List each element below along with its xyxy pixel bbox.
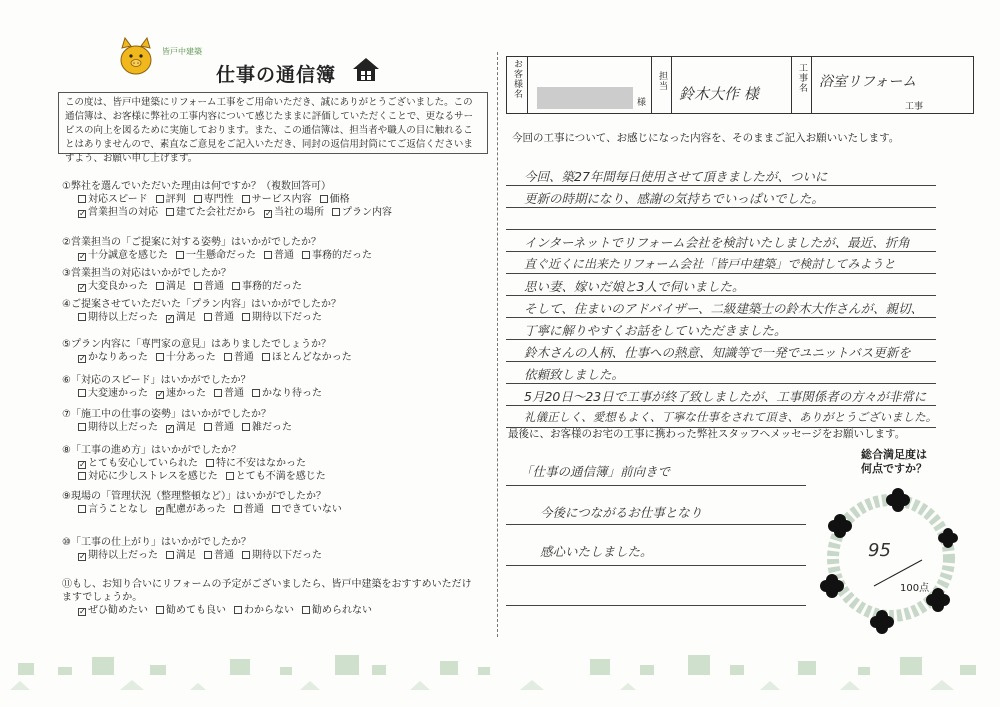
checkbox-icon[interactable] — [272, 505, 280, 513]
option-label: 雑だった — [252, 422, 292, 433]
checkbox-icon[interactable] — [176, 251, 184, 259]
option-label: 勧めても良い — [166, 605, 226, 616]
checkbox-icon[interactable] — [242, 551, 250, 559]
checked-box-icon[interactable]: ✓ — [265, 209, 272, 218]
customer-name-label: お客様名 — [512, 59, 522, 99]
checkbox-option[interactable] — [156, 352, 216, 363]
question-title: ①弊社を選んでいただいた理由は何ですか？（複数回答可） — [62, 181, 331, 192]
checkbox-option[interactable] — [206, 458, 306, 469]
checkbox-option[interactable] — [302, 250, 372, 261]
checked-box-icon[interactable]: ✓ — [157, 390, 164, 399]
option-label: 期待以上だった — [88, 312, 158, 323]
checked-box-icon[interactable]: ✓ — [167, 314, 174, 323]
customer-name-suffix: 様 — [637, 98, 647, 108]
checkbox-icon[interactable] — [78, 389, 86, 397]
option-row — [62, 549, 330, 562]
score-question-line2: 何点ですか？ — [861, 462, 927, 475]
option-label: できていない — [281, 504, 342, 515]
page-title: 仕事の通信簿 — [216, 64, 337, 86]
option-label: 専門性 — [203, 194, 234, 205]
option-label: 勧められない — [312, 605, 372, 616]
option-row — [62, 421, 300, 434]
option-label: ほとんどなかった — [271, 352, 352, 363]
handwritten-message-line: 感心いたしました。 — [540, 544, 653, 559]
checkbox-option[interactable] — [156, 281, 186, 292]
pig-mascot-logo — [112, 32, 160, 78]
checkbox-option[interactable] — [176, 250, 256, 261]
checkbox-icon[interactable] — [156, 195, 164, 203]
option-label: 建てた会社だから — [176, 207, 256, 218]
checkbox-option[interactable] — [262, 352, 352, 363]
checkbox-option[interactable] — [264, 207, 324, 218]
question-title: ④ご提案させていただいた「プラン内容」はいかがでしたか？ — [62, 299, 341, 310]
option-label: とても不満を感じた — [235, 471, 326, 482]
checkbox-icon[interactable] — [194, 282, 202, 290]
ruled-line — [506, 295, 936, 296]
checkbox-option[interactable] — [214, 388, 244, 399]
score-question-line1: 総合満足度は — [861, 448, 927, 461]
score-max: 100点 — [900, 583, 930, 594]
house-icon — [351, 56, 381, 82]
customer-info-table — [506, 56, 974, 114]
question-title: ⑧「工事の進め方」はいかがでしたか？ — [62, 445, 241, 456]
bottom-house-decoration — [0, 645, 1000, 707]
handwritten-impression-line: 思い妻、嫁いだ娘と3人で伺いました。 — [524, 279, 745, 294]
checkbox-icon[interactable] — [320, 195, 328, 203]
option-label: 満足 — [166, 281, 186, 292]
checkbox-option[interactable] — [78, 194, 148, 205]
option-label: かなり待った — [262, 388, 322, 399]
work-label: 工事名 — [797, 63, 807, 93]
checkbox-icon[interactable] — [234, 606, 242, 614]
option-label: 普通 — [243, 504, 264, 515]
question-title: ⑥「対応のスピード」はいかがでしたか？ — [62, 375, 251, 386]
checkbox-icon[interactable] — [242, 195, 250, 203]
checkbox-icon[interactable] — [156, 606, 164, 614]
checkbox-option[interactable] — [166, 207, 256, 218]
checkbox-icon[interactable] — [242, 423, 250, 431]
question-5 — [62, 338, 360, 364]
ruled-line — [506, 485, 806, 486]
checkbox-option[interactable] — [242, 312, 322, 323]
checkbox-option[interactable] — [78, 422, 158, 433]
ruled-line — [506, 317, 936, 318]
checkbox-icon[interactable] — [302, 251, 310, 259]
option-label: 対応スピード — [88, 194, 148, 205]
checked-box-icon[interactable]: ✓ — [79, 460, 86, 469]
option-label: 営業担当の対応 — [88, 207, 158, 218]
option-label: 普通 — [274, 250, 294, 261]
option-label: 期待以上だった — [88, 422, 158, 433]
checkbox-icon[interactable] — [262, 353, 270, 361]
checkbox-option[interactable] — [78, 471, 218, 482]
handwritten-impression-line: インターネットでリフォーム会社を検討いたしましたが、最近、折角 — [524, 235, 910, 250]
checkbox-option[interactable] — [204, 422, 234, 433]
checkbox-icon[interactable] — [302, 606, 310, 614]
option-row — [62, 457, 334, 470]
checkbox-option[interactable] — [232, 281, 302, 292]
option-label: 普通 — [233, 352, 254, 363]
staff-name: 鈴木大作 様 — [679, 85, 759, 103]
checked-box-icon[interactable]: ✓ — [79, 607, 86, 616]
checkbox-option[interactable] — [166, 422, 196, 433]
ruled-line — [506, 405, 936, 406]
option-label: 速かった — [166, 388, 206, 399]
option-label: わからない — [244, 605, 294, 616]
option-label: 満足 — [176, 550, 196, 561]
ruled-line — [506, 383, 936, 384]
ruled-line — [506, 229, 936, 230]
checkbox-icon[interactable] — [252, 389, 260, 397]
checkbox-option[interactable] — [78, 312, 158, 323]
ruled-line — [506, 361, 936, 362]
checkbox-icon[interactable] — [78, 472, 86, 480]
question-title: ②営業担当の「ご提案に対する姿勢」はいかがでしたか？ — [62, 237, 321, 248]
checkbox-option[interactable] — [224, 352, 254, 363]
option-row — [62, 351, 360, 364]
question-title: ⑩「工事の仕上がり」はいかがでしたか？ — [62, 537, 251, 548]
checkbox-option[interactable] — [242, 550, 322, 561]
ruled-line — [506, 339, 936, 340]
checked-box-icon[interactable]: ✓ — [79, 552, 86, 561]
option-row — [62, 193, 400, 206]
option-row — [62, 470, 334, 483]
option-label: 言うことなし — [88, 504, 148, 515]
checked-box-icon[interactable]: ✓ — [79, 209, 86, 218]
checkbox-option[interactable] — [234, 605, 294, 616]
option-label: 期待以上だった — [88, 550, 158, 561]
checkbox-option[interactable] — [242, 422, 292, 433]
checkbox-option[interactable] — [204, 312, 234, 323]
option-label: とても安心していられた — [88, 458, 198, 469]
checkbox-icon[interactable] — [204, 313, 212, 321]
handwritten-impression-line: 今回、築27年間毎日使用させて頂きましたが、ついに — [524, 169, 828, 184]
question-1 — [62, 180, 400, 219]
option-label: 対応に少しストレスを感じた — [88, 471, 218, 482]
checkbox-option[interactable] — [156, 388, 206, 399]
handwritten-impression-line: 鈴木さんの人柄、仕事への熱意、知識等で一発でユニットバス更新を — [524, 345, 911, 360]
ruled-line — [506, 565, 806, 566]
customer-name-redacted — [537, 87, 633, 109]
option-label: 価格 — [329, 194, 350, 205]
question-6 — [62, 374, 330, 400]
handwritten-impression-line: 直ぐ近くに出来たリフォーム会社「皆戸中建築」で検討してみようと — [524, 257, 896, 271]
option-label: 期待以下だった — [252, 550, 322, 561]
checkbox-option[interactable] — [78, 504, 148, 515]
checkbox-option[interactable] — [320, 194, 350, 205]
checked-box-icon[interactable]: ✓ — [79, 354, 86, 363]
checkbox-icon[interactable] — [214, 389, 222, 397]
checkbox-option[interactable] — [78, 388, 148, 399]
checkbox-option[interactable] — [302, 605, 372, 616]
checkbox-option[interactable] — [194, 194, 234, 205]
question-11 — [62, 578, 472, 617]
checkbox-icon[interactable] — [234, 505, 242, 513]
handwritten-message-line: 今後につながるお仕事となり — [540, 505, 703, 520]
question-3 — [62, 267, 310, 293]
checkbox-option[interactable] — [234, 504, 264, 515]
checkbox-icon[interactable] — [226, 472, 234, 480]
option-label: プラン内容 — [342, 207, 392, 218]
question-title: ⑤プラン内容に「専門家の意見」はありましたでしょうか？ — [62, 339, 331, 350]
question-title: ⑪もし、お知り合いにリフォームの予定がございましたら、皆戸中建築をおすすめいただけますでしょうか。 — [62, 579, 472, 603]
checkbox-icon[interactable] — [78, 195, 86, 203]
brand-name: 皆戸中建築 — [162, 47, 202, 56]
handwritten-impression-line: 更新の時期になり、感謝の気持ちでいっぱいでした。 — [524, 191, 824, 206]
option-label: 満足 — [176, 312, 196, 323]
checked-box-icon[interactable]: ✓ — [167, 424, 174, 433]
option-label: 普通 — [224, 388, 244, 399]
question-2 — [62, 236, 380, 262]
question-title: ⑨現場の「管理状況（整理整頓など）」はいかがでしたか？ — [62, 491, 326, 502]
option-label: 普通 — [204, 281, 224, 292]
handwritten-impression-line: 5月20日〜23日で工事が終了致しましたが、工事関係者の方々が非常に — [524, 389, 927, 404]
ruled-line — [506, 185, 936, 186]
question-4 — [62, 298, 341, 324]
option-row — [62, 311, 341, 324]
checkbox-option[interactable] — [226, 471, 326, 482]
option-label: 十分あった — [165, 352, 216, 363]
option-label: 十分誠意を感じた — [88, 250, 168, 261]
checkbox-icon[interactable] — [78, 505, 86, 513]
handwritten-message-line: 「仕事の通信簿」前向きで — [520, 464, 671, 479]
checkbox-icon[interactable] — [242, 313, 250, 321]
option-label: 普通 — [214, 312, 234, 323]
question-title: ③営業担当の対応はいかがでしたか？ — [62, 268, 231, 279]
score-value: 95 — [868, 540, 891, 561]
checkbox-option[interactable] — [252, 388, 322, 399]
checkbox-icon[interactable] — [78, 313, 86, 321]
option-label: 満足 — [176, 422, 196, 433]
checkbox-option[interactable] — [166, 312, 196, 323]
ruled-line — [506, 273, 936, 274]
checkbox-icon[interactable] — [156, 282, 164, 290]
question-9 — [62, 490, 350, 516]
checked-box-icon[interactable]: ✓ — [157, 506, 164, 515]
staff-label: 担当 — [657, 71, 667, 91]
ruled-line — [506, 207, 936, 208]
checkbox-icon[interactable] — [194, 195, 202, 203]
checkbox-option[interactable] — [78, 458, 198, 469]
option-label: 期待以下だった — [252, 312, 322, 323]
handwritten-impression-line: 依頼致しました。 — [524, 367, 625, 382]
checkbox-option[interactable] — [166, 550, 196, 561]
checkbox-option[interactable] — [204, 550, 234, 561]
checkbox-icon[interactable] — [156, 353, 164, 361]
checkbox-icon[interactable] — [206, 459, 214, 467]
checkbox-icon[interactable] — [232, 282, 240, 290]
checkbox-icon[interactable] — [264, 251, 272, 259]
option-row — [62, 387, 330, 400]
ruled-line — [506, 605, 806, 606]
option-label: 普通 — [214, 550, 234, 561]
checkbox-option[interactable] — [156, 194, 186, 205]
handwritten-impression-line: そして、住まいのアドバイザー、二級建築士の鈴木大作さんが、親切、 — [524, 301, 924, 316]
checkbox-option[interactable] — [272, 504, 342, 515]
ruled-line — [506, 251, 936, 252]
checkbox-option[interactable] — [78, 281, 148, 292]
question-7 — [62, 408, 300, 434]
question-title: ⑦「施工中の仕事の姿勢」はいかがでしたか？ — [62, 409, 271, 420]
question-10 — [62, 536, 330, 562]
message-prompt: 最後に、お客様のお宅の工事に携わった弊社スタッフへメッセージをお願いします。 — [508, 428, 906, 440]
option-label: ぜひ勧めたい — [88, 605, 148, 616]
checked-box-icon[interactable]: ✓ — [79, 252, 86, 261]
checkbox-option[interactable] — [78, 207, 158, 218]
checkbox-icon[interactable] — [332, 208, 340, 216]
checked-box-icon[interactable]: ✓ — [79, 283, 86, 292]
checkbox-icon[interactable] — [166, 208, 174, 216]
checkbox-icon[interactable] — [166, 551, 174, 559]
handwritten-impression-line: 礼儀正しく、愛想もよく、丁寧な仕事をされて頂き、ありがとうございました。 — [524, 410, 938, 424]
option-label: 配慮があった — [166, 504, 226, 515]
checkbox-option[interactable] — [156, 605, 226, 616]
checkbox-icon[interactable] — [204, 423, 212, 431]
checkbox-option[interactable] — [78, 250, 168, 261]
checkbox-option[interactable] — [78, 605, 148, 616]
checkbox-icon[interactable] — [78, 423, 86, 431]
option-label: 大変良かった — [88, 281, 148, 292]
checkbox-option[interactable] — [78, 550, 158, 561]
handwritten-impression-line: 丁寧に解りやすくお話をしていただきました。 — [524, 323, 787, 338]
checkbox-option[interactable] — [78, 352, 148, 363]
checkbox-option[interactable] — [264, 250, 294, 261]
option-label: 当社の場所 — [274, 207, 324, 218]
option-label: かなりあった — [88, 352, 148, 363]
ruled-line — [506, 524, 806, 525]
option-label: 事務的だった — [312, 250, 372, 261]
option-label: 特に不安はなかった — [216, 458, 306, 469]
checkbox-option[interactable] — [194, 281, 224, 292]
work-name: 浴室リフォーム — [819, 74, 917, 90]
center-divider — [497, 52, 499, 637]
option-row — [62, 604, 472, 617]
intro-text: この度は、皆戸中建築にリフォーム工事をご用命いただき、誠にありがとうございました。この通信簿は、お客様に弊社の工事内容について感じたままに評価していただくことで、更なるサービスの向上を図るために実施しております。また、この通信簿は、担当者や職人の目に触れることはありませんので、素直なご意見をご記入いただき、同封の返信用封筒にてご返信くださいますよう、お願い申し上げます。 — [58, 92, 488, 154]
option-row — [62, 280, 310, 293]
option-label: 事務的だった — [242, 281, 302, 292]
checkbox-option[interactable] — [332, 207, 392, 218]
option-label: 大変速かった — [88, 388, 148, 399]
checkbox-icon[interactable] — [204, 551, 212, 559]
option-row — [62, 249, 380, 262]
option-label: 一生懸命だった — [186, 250, 256, 261]
option-row — [62, 503, 350, 516]
score-question — [834, 448, 954, 476]
question-8 — [62, 444, 334, 483]
checkbox-option[interactable] — [156, 504, 226, 515]
impression-prompt: 今回の工事について、お感じになった内容を、そのままご記入お願いいたします。 — [512, 132, 900, 144]
work-suffix: 工事 — [905, 102, 924, 112]
option-label: 普通 — [214, 422, 234, 433]
option-label: サービス内容 — [251, 194, 312, 205]
option-label: 評判 — [165, 194, 186, 205]
checkbox-icon[interactable] — [224, 353, 232, 361]
checkbox-option[interactable] — [242, 194, 312, 205]
flower-wreath — [818, 478, 964, 634]
option-row — [62, 206, 400, 219]
